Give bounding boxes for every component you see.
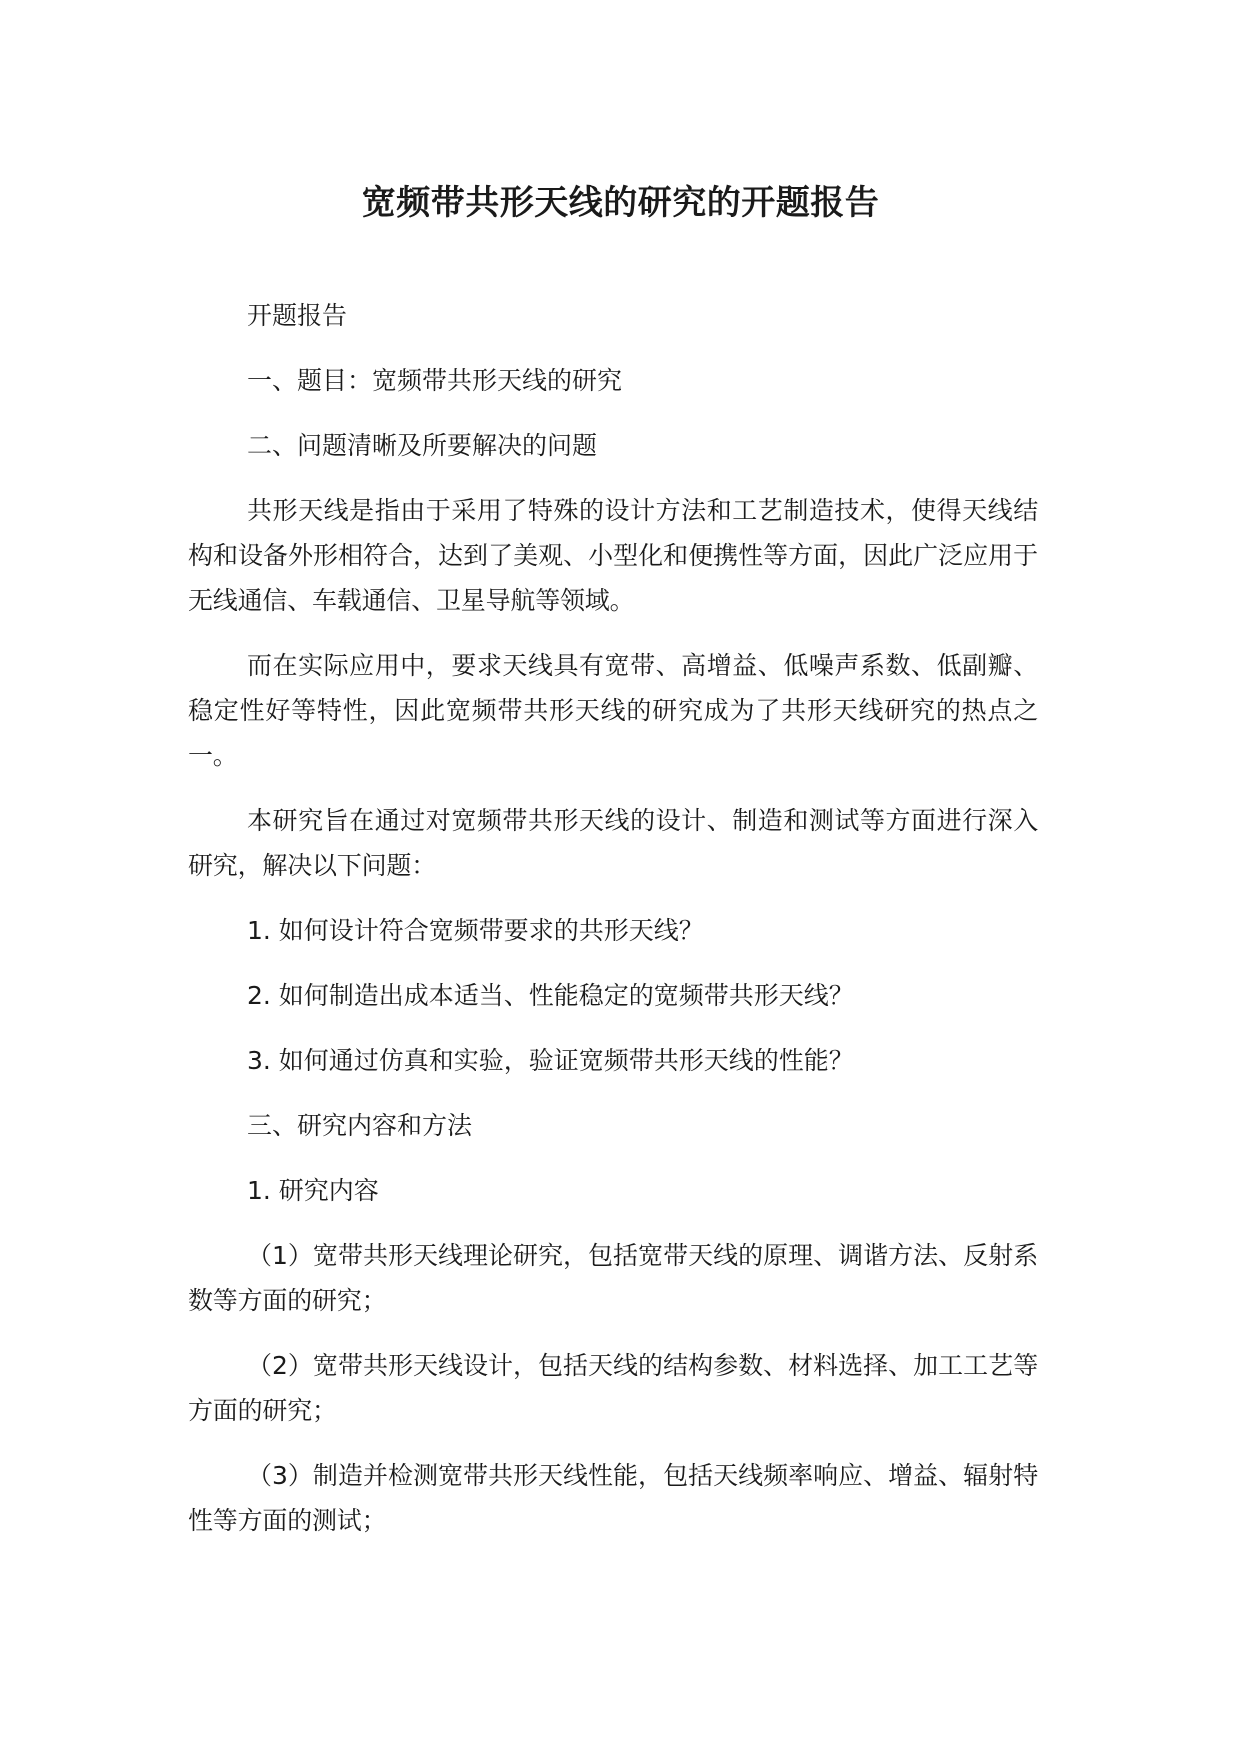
section-content-method: 三、研究内容和方法 xyxy=(247,1111,473,1140)
document-title: 宽频带共形天线的研究的开题报告 xyxy=(361,183,880,223)
question-item: 1. 如何设计符合宽频带要求的共形天线？ xyxy=(247,916,704,945)
subsection-content: 1. 研究内容 xyxy=(247,1176,379,1205)
paragraph: 共形天线是指由于采用了特殊的设计方法和工艺制造技术，使得天线结构和设备外形相符合，达到了美观、小型化和便携性等方面，因此广泛应用于无线通信、车载通信、卫星导航等领域。 xyxy=(188,496,1038,615)
question-item: 2. 如何制造出成本适当、性能稳定的宽频带共形天线？ xyxy=(247,981,854,1010)
heading-report: 开题报告 xyxy=(247,301,348,330)
paragraph: 而在实际应用中，要求天线具有宽带、高增益、低噪声系数、低副瓣、稳定性好等特性，因此宽频带共形天线的研究成为了共形天线研究的热点之一。 xyxy=(188,651,1038,770)
question-item: 3. 如何通过仿真和实验，验证宽频带共形天线的性能？ xyxy=(247,1046,854,1075)
content-item: （3）制造并检测宽带共形天线性能，包括天线频率响应、增益、辐射特性等方面的测试； xyxy=(188,1461,1038,1535)
section-topic: 一、题目：宽频带共形天线的研究 xyxy=(247,366,623,395)
content-item: （1）宽带共形天线理论研究，包括宽带天线的原理、调谐方法、反射系数等方面的研究； xyxy=(188,1241,1038,1315)
paragraph: 本研究旨在通过对宽频带共形天线的设计、制造和测试等方面进行深入研究，解决以下问题： xyxy=(188,806,1038,880)
document-body xyxy=(188,293,1038,1563)
content-item: （2）宽带共形天线设计，包括天线的结构参数、材料选择、加工工艺等方面的研究； xyxy=(188,1351,1038,1425)
section-problem: 二、问题清晰及所要解决的问题 xyxy=(247,431,598,460)
